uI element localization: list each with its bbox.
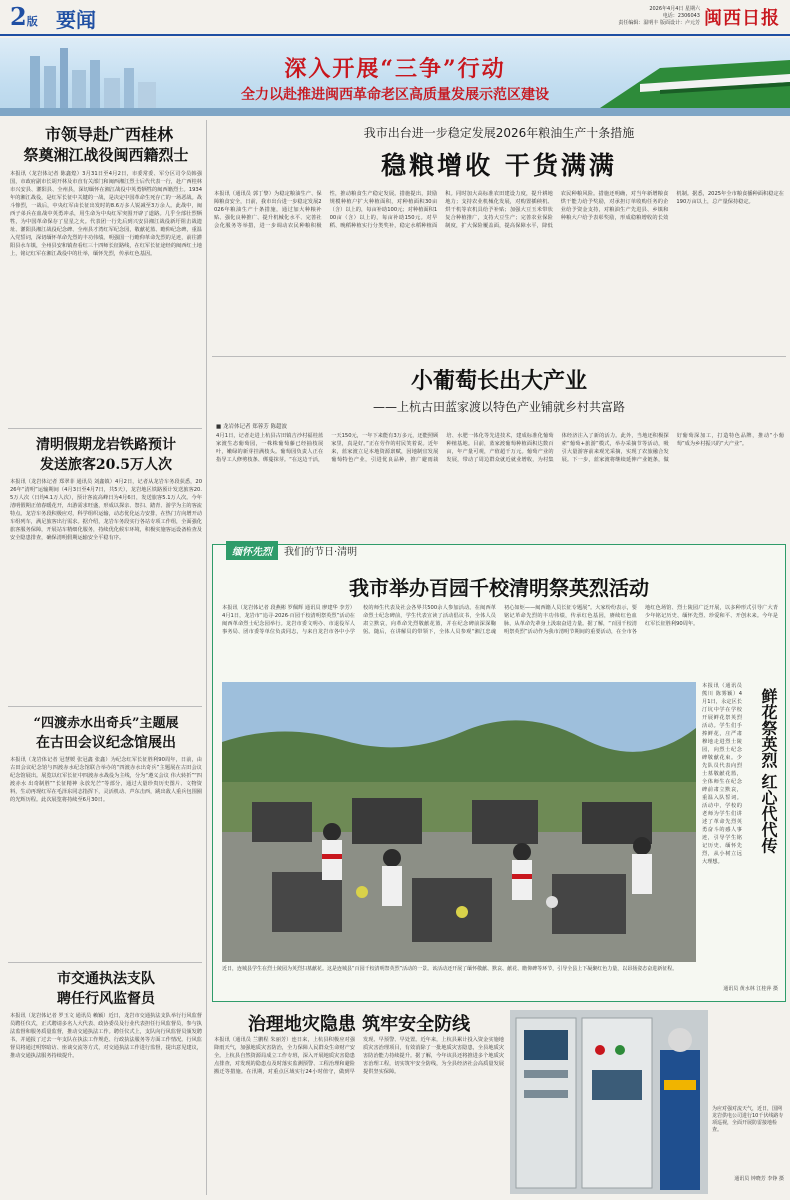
a2-title-1: 清明假期龙岩铁路预计 <box>36 437 176 453</box>
cemetery-scene-graphic <box>222 682 696 962</box>
masthead <box>0 0 790 36</box>
electric-photo-credit: 通讯员 钟晓芳 李铮 摄 <box>734 1176 784 1182</box>
page-unit: 版 <box>26 15 38 28</box>
a1-divider <box>8 428 202 429</box>
grape-byline: ■ 龙岩体记者 郑蓉芳 陈超波 <box>216 424 287 430</box>
a1-title-1: 市领导赴广西桂林 <box>44 125 173 144</box>
a2-body: 本报讯（龙岩体记者 郑翠菲 通讯员 刘鑫镇）4月2日，记者从龙岩车务段获悉，2026年“清明”运输期间（4月3日至4月7日，共5天），龙岩地区铁路预计发送旅客20.5万人次（日均4.1万人次），预计客流高峰日为4月6日，发送旅客5.1万人次。今年清明假期正值春暖花开，出游需求旺盛，形成以探亲、祭扫、踏青、游学为主的客流特点。龙岩车务段积极应对，科学组织运输，动态优化运力安排，在热门方向增开动车组列车，满足旅客出行需求。据介绍，龙岩车务段实行各站专项工作组，全面强化旅客服务保障，开展站车精细化服务，持续优化候车环境，积极实施客运设备检查及安全隐患排查，确保清明假期运输安全平稳有序。 <box>10 479 202 541</box>
a4-title-2: 聘任行风监督员 <box>57 991 155 1007</box>
qingming-photo-caption: 近日，连城县学生在烈士陵园为英烈扫墓献花。这是连城县“百园千校清明祭英烈”活动的一景。该活动还开展了缅怀敬献、默哀、献花、瞻仰碑等环节，引导全县上下凝聚红色力量，以昂扬姿态奋进新征程。 <box>222 966 678 972</box>
a3-title-2: 在古田会议纪念馆展出 <box>36 735 176 751</box>
grape-body: 4月1日，记者走进上杭县古田镇吉沙村福桂蓝家渡生态葡萄园，一株株葡萄藤已经抽枝展叶，嫩绿的新芽挂满枝头。葡萄园负责人正在指导工人修剪枝条、绑蔓抹芽。“在这边干活，一天150元，一年下来能有3万多元，还能照顾家里，真是好。”正在劳作的村民笑着说。近年来，蓝家渡立足本地资源禀赋，因地制宜发展葡萄特色产业，引进优良品种，推广避雨栽培、水肥一体化等先进技术，建成标准化葡萄种植基地。目前，蓝家渡葡萄种植面积达数百亩，年产量可观，产值超千万元。葡萄产业的发展，带动了周边群众就近就业增收，为村集体经济注入了新的活力。此外，当地还积极探索“葡萄+旅游”模式，举办采摘节等活动，吸引大量游客前来观光采摘，实现了农旅融合发展。下一步，蓝家渡将继续延伸产业链条，做好葡萄深加工，打造特色品牌，推动“小葡萄”成为乡村振兴的“大产业”。 <box>216 433 784 463</box>
qingming-photo-credit: 通讯员 黄水林 江桂萍 摄 <box>723 986 778 992</box>
page-number-digit: 2 <box>10 2 27 31</box>
banner-subtitle: 全力以赴推进闽西革命老区高质量发展示范区建设 <box>241 87 549 103</box>
masthead-info <box>590 6 700 27</box>
left-column-divider <box>206 120 207 1195</box>
a2-title-2: 发送旅客20.5万人次 <box>39 457 173 473</box>
phone: 电话：2306043 <box>662 13 700 19</box>
a4-body: 本报讯（龙岩体记者 罗玉文 通讯员 赖颖）近日，龙岩市交通执法支队举行行风监督员聘任仪式，正式聘请多名人大代表、政协委员及行业代表担任行风监督员，参与执法监督和服务质量监督，推动交通执法工作。聘任仪式上，支队向行风监督员颁发聘书，并通报了过去一年支队在执法工作规范、行政执法服务等方面工作情况。行风监督员将通过明察暗访、座谈交流等方式，对交通执法工作进行监督，提出意见建议，推动交通执法服务持续提升。 <box>10 1013 202 1059</box>
grape-title: 小葡萄长出大产业 <box>410 368 587 394</box>
a4-title-1: 市交通执法支队 <box>57 971 155 987</box>
paper-name: 闽西日报 <box>704 8 780 29</box>
grain-divider <box>212 356 786 357</box>
a1-title-2: 祭奠湘江战役闽西籍烈士 <box>23 146 189 164</box>
flower-body: 本报讯（通讯员 熊川 陈雾颖）4月1日，永定区长汀坑中学在学校开展鲜花祭英烈活动。学生们手捧鲜花，庄严肃穆地走进烈士陵园，向烈士纪念碑敬献花束。少先队员代表向烈士墓敬献花篮，全体师生在纪念碑前肃立默哀，重温入队誓词。活动中，学校的老师为学生们讲述了革命先烈英勇奋斗的感人事迹，引导学生铭记历史、缅怀先烈，从小树立远大理想。 <box>702 683 742 865</box>
banner-title: 深入开展“三争”行动 <box>284 56 506 82</box>
grain-body: 本报讯（通讯员 郭丁黎）为稳定粮油生产、保障粮食安全，日前，我市出台进一步稳定发展2026年粮油生产十条措施，通过加大种粮补贴、强化良种推广、提升机械化水平、完善社会化服务等举措，进一步调动农民种粮积极性，推动粮食生产稳定发展。措施提出，鼓励规模种植户扩大种植面积，对种植面积30亩（含）以上的，每亩补助100元；对种植面积100亩（含）以上的，每亩补助150元。对早稻、晚稻种植实行分类奖补，稳定水稻种植面积。同时加大高标准农田建设力度，提升耕地地力；支持农业机械化发展，对购置插秧机、烘干机等农机具给予补贴；加强大豆玉米带状复合种植推广，支持大豆生产；完善农业保险制度，扩大保险覆盖面，提高保障水平，降低农民种粮风险。措施还明确，对当年新增粮食烘干能力给予奖励，对承担订单收购任务的企业给予资金支持，对粮油生产先进县、乡镇和种粮大户给予表彰奖励，形成稳粮增收的长效机制。据悉，2025年全市粮食播种面积稳定在190万亩以上，总产量保持稳定。 <box>214 191 784 229</box>
section-title: 要闻 <box>56 8 96 32</box>
flower-title: 鲜花祭英烈 红心代代传 <box>759 688 778 854</box>
editors: 责任编辑：温明丰 版面设计：卢元芳 <box>618 20 700 26</box>
a3-title-1: “四渡赤水出奇兵”主题展 <box>33 716 179 731</box>
a3-body: 本报讯（龙岩体记者 冠慧媛 张冠鑫 张鑫）为纪念红军长征胜利90周年，日前，由古田会议纪念馆与四渡赤水纪念馆联合举办的“四渡赤水出奇兵”主题展在古田会议纪念馆展出。展览以红军长征中四渡赤水战役为主线，分为“遵义会议 伟大转折”“四渡赤水 出奇制胜”“长征精神 永放光芒”等部分，通过大量珍贵历史图片、文物资料，生动再现红军在毛泽东同志指挥下，灵活机动、声东击西，跳出敌人重兵包围圈的光辉历程。此次展览将持续至6月30日。 <box>10 757 202 803</box>
qingming-tag-badge: 缅怀先烈 <box>226 541 278 560</box>
qingming-title: 我市举办百园千校清明祭英烈活动 <box>349 576 649 600</box>
grape-subtitle: ——上杭古田蓝家渡以特色产业铺就乡村共富路 <box>372 400 625 414</box>
qingming-tag <box>226 541 357 559</box>
issue-date: 2026年4月4日 星期六 <box>649 6 700 12</box>
grain-headline-small: 我市出台进一步稳定发展2026年粮油生产十条措施 <box>363 126 635 140</box>
page-number <box>10 2 38 31</box>
a2-divider <box>8 706 202 707</box>
qingming-tag-text: 我们的节日·清明 <box>284 546 358 558</box>
disaster-title: 治理地灾隐患 筑牢安全防线 <box>247 1014 471 1035</box>
disaster-body: 本报讯（通讯员 兰鹏程 朱丽芳）连日来，上杭县积极应对强降雨天气，加强地质灾害防治，全力保障人民群众生命财产安全。上杭县自然资源局成立工作专班，深入开展地质灾害隐患点排查，对发现的隐患点及时落实监测预警、工程治理和避险搬迁等措施。在汛期，对重点区域实行24小时值守，做到早发现、早预警、早处置。近年来，上杭县累计投入资金实施地质灾害治理项目，有效消除了一批地质灾害隐患，全县地质灾害防治能力持续提升。据了解，今年该县还将推进多个地质灾害治理工程，切实筑牢安全防线，为全县经济社会高质量发展提供坚实保障。 <box>214 1037 504 1075</box>
banner <box>0 38 790 116</box>
qingming-photo <box>222 682 696 962</box>
electric-photo <box>510 1010 708 1194</box>
a1-body: 本报讯（龙岩体记者 陈鑫煌）3月31日至4月2日，市委常委、军分区司令员韩强国，市政府副市长胡开林及市直有关部门和闽西湘江烈士后代代表一行，赴广西桂林市兴安县、灌阳县、全州县，深切缅怀在湘江战役中英勇牺牲的闽西籍烈士。1934年的湘江战役，是红军长征中关键的一战，是决定中国革命生死存亡的一场恶战。战斗惨烈，一战后，中央红军由长征出发时的8.6万多人锐减至3万余人。此战中，闽西子弟兵在血战中英勇冲杀，用生命为中央红军突围开辟了道路。几乎全部壮烈牺牲，为中国革命保存了星星之火。代表团一行先后到兴安县湘江战役新圩阻击战遗址、灌阳县湘江战役纪念碑、全州县才湾红军纪念园，敬献花篮、瞻仰纪念碑，重温入党誓词，深切缅怀革命先烈的丰功伟绩。明强国一行瞻仰革命先烈的足迹，前往灌阳县水车镇，全州县安和镇查看红三十四师长征路线，在红军长征途经的闽西红土地上，铭记红军在湘江战役中的壮举，缅怀先烈，传承红色基因。 <box>10 171 202 257</box>
grain-headline-big: 稳粮增收 干货满满 <box>381 151 617 180</box>
qingming-body: 本报讯（龙岩体记者 段燕彬 罗佩辉 通讯员 廖建华 李芳）4月1日，龙岩市“追寻·2026·百园千校清明祭英烈”活动在闽西革命烈士纪念园举行。龙岩市委文明办、市退役军人事务局、团市委等单位负责同志，与来自龙岩市各中小学校的师生代表及社会各界共500余人参加活动。在闽西革命烈士纪念碑前，学生代表宣读了活动倡议书，全体人员肃立默哀，向革命先烈敬献花篮，并在纪念碑前深深鞠躬。随后，在讲解员的带领下，全体人员参观“湘江忠魂 初心如炬——闽西籍人员长征专题展”。大家纷纷表示，要铭记革命先烈的丰功伟绩，传承红色基因，赓续红色血脉，从革命先辈身上汲取奋进力量。据了解，“百园千校清明祭英烈”活动作为我市清明节期间的重要活动，在全市各地红色场馆、烈士陵园广泛开展，以多种形式引导广大青少年铭记历史、缅怀先烈、珍爱和平、开创未来。今年是红军长征胜利90周年。 <box>222 605 778 635</box>
a3-divider <box>8 962 202 963</box>
power-cabinet-graphic <box>510 1010 708 1194</box>
electric-photo-caption: 为应对强对流天气，近日，国网龙岩供电公司进行10千伏线路专项巡视，全面开展防雷接地检查。 <box>712 1106 784 1133</box>
